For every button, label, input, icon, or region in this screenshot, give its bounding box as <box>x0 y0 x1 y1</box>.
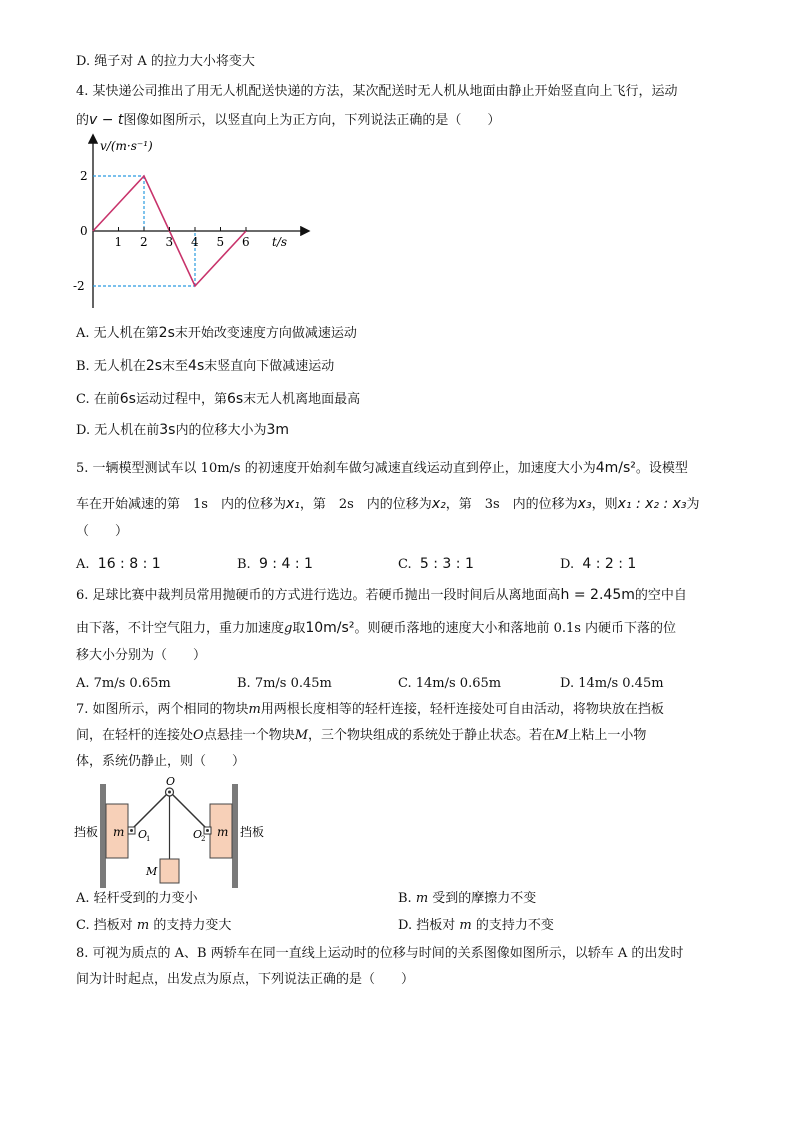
q6-option-c: C. 14m/s 0.65m <box>398 676 502 691</box>
q4-d-mid: 内的位移大小为 <box>175 423 267 438</box>
q4-c-mid: 运动过程中，第 <box>135 392 227 407</box>
q4-c-m2: 6s <box>226 391 244 407</box>
q5-paren: （ ） <box>76 524 129 539</box>
q7-M2: M <box>555 728 569 743</box>
q7-d-b: 的支持力不变 <box>475 918 554 933</box>
q4-option-d <box>76 420 289 441</box>
q3-option-d: D. 绳子对 A 的拉力大小将变大 <box>76 54 255 69</box>
q5-x3: x₃ <box>577 496 592 512</box>
q4-vt-chart <box>70 130 320 315</box>
q5-ratio: x₁ : x₂ : x₃ <box>617 496 687 512</box>
q5-s2b: ，第 2s 内的位移为 <box>299 497 432 512</box>
q8-stem-line1: 8. 可视为质点的 A、B 两轿车在同一直线上运动时的位移与时间的关系图像如图所示，以轿车 A 的出发时 <box>76 946 684 961</box>
x-tick-label-2: 2 <box>140 235 148 249</box>
q5-a-label: A. <box>76 557 90 572</box>
q4-c-post: 末无人机离地面最高 <box>243 392 361 407</box>
q6-s1-post: 的空中自 <box>634 588 687 603</box>
q7-O: O <box>193 728 204 743</box>
q4-stem-line1: 4. 某快递公司推出了用无人机配送快递的方法，某次配送时无人机从地面由静止开始竖直向上飞行，运动 <box>76 84 678 99</box>
label-O1: O <box>138 828 148 841</box>
x-tick-label-5: 5 <box>216 235 225 249</box>
q4-c-m1: 6s <box>119 391 136 407</box>
q6-s2-pre: 由下落，不计空气阻力，重力加速度 <box>76 621 285 636</box>
q5-stem-line2 <box>76 494 700 515</box>
q7-b-b: 受到的摩擦力不变 <box>432 891 537 906</box>
y-tick-label-2: 2 <box>80 169 88 183</box>
q7-b-a: B. <box>398 891 412 906</box>
q7-s1b: 用两根长度相等的轻杆连接，轻杆连接处可自由活动，将物块放在挡板 <box>260 702 664 717</box>
q5-option-d <box>560 554 636 575</box>
q7-stem-line3: 体，系统仍静止，则（ ） <box>76 754 246 769</box>
q7-option-a: A. 轻杆受到的力变小 <box>76 891 198 906</box>
q4-b-m1: 2s <box>145 358 163 374</box>
right-board-label: 挡板 <box>240 825 265 839</box>
left-rod <box>130 792 169 831</box>
q5-s2e: 为 <box>686 497 700 512</box>
q6-gravity: 10m/s² <box>305 620 355 636</box>
q5-d-label: D. <box>560 557 575 572</box>
q4-b-pre: B. 无人机在 <box>76 359 146 374</box>
q7-c-b: 的支持力变大 <box>153 918 232 933</box>
pivot-o1-dot <box>130 829 133 832</box>
q4-d-m1: 3s <box>159 422 176 438</box>
hanging-block-M <box>160 859 179 883</box>
q7-s2b: 点悬挂一个物块 <box>203 728 295 743</box>
q5-x1: x₁ <box>285 496 300 512</box>
q5-b-label: B. <box>237 557 251 572</box>
q7-c-a: C. 挡板对 <box>76 918 133 933</box>
q7-option-d <box>398 916 554 936</box>
q6-stem-line2 <box>76 618 676 639</box>
x-tick-label-3: 3 <box>165 235 174 249</box>
left-board-label: 挡板 <box>74 825 99 839</box>
left-block-label: m <box>113 825 125 839</box>
q4-d-m2: 3m <box>266 422 289 438</box>
label-M: M <box>146 865 158 878</box>
q7-s1a: 7. 如图所示，两个相同的物块 <box>76 702 249 717</box>
q7-option-b <box>398 889 536 909</box>
label-O1-sub: 1 <box>146 835 151 843</box>
q7-s2d: 上粘上一小物 <box>568 728 647 743</box>
q6-stem-line1 <box>76 585 687 606</box>
pivot-o2-dot <box>206 829 209 832</box>
q4-option-b <box>76 356 334 377</box>
q5-s2c: ，第 3s 内的位移为 <box>445 497 578 512</box>
right-rod <box>170 792 209 831</box>
y-tick-label--2: -2 <box>73 279 85 293</box>
x-tick-label-1: 1 <box>114 235 123 249</box>
x-tick-label-6: 6 <box>242 235 250 249</box>
q5-a-value: 16 : 8 : 1 <box>97 556 161 572</box>
q7-b-m: m <box>415 891 429 906</box>
q7-c-m: m <box>136 918 150 933</box>
q4-b-post: 末竖直向下做减速运动 <box>204 359 335 374</box>
q7-stem-line2 <box>76 726 646 746</box>
q5-option-a <box>76 554 161 575</box>
q8-stem-line2: 间为计时起点，出发点为原点，下列说法正确的是（ ） <box>76 972 415 987</box>
q6-s2-mid: 取 <box>292 621 306 636</box>
q4-c-pre: C. 在前 <box>76 392 120 407</box>
left-board <box>100 784 106 888</box>
q6-stem-line3: 移大小分别为（ ） <box>76 648 207 663</box>
q5-c-label: C. <box>398 557 412 572</box>
q6-option-d: D. 14m/s 0.45m <box>560 676 664 691</box>
q7-d-m: m <box>459 918 472 933</box>
q6-g: g <box>284 621 293 636</box>
q4-vt-math: v − t <box>89 112 124 128</box>
q4-stem2-post: 图像如图所示，以竖直向上为正方向，下列说法正确的是（ ） <box>123 113 501 128</box>
pivot-o-dot <box>168 791 171 794</box>
q7-d-a: D. 挡板对 <box>398 918 456 933</box>
q6-option-b: B. 7m/s 0.45m <box>237 676 332 691</box>
q7-stem-line1 <box>76 700 664 720</box>
q7-figure <box>72 776 272 888</box>
q4-d-pre: D. 无人机在前 <box>76 423 160 438</box>
q4-a-m1: 2s <box>158 325 175 341</box>
right-block-label: m <box>217 825 229 839</box>
q6-s2-post: 。则硬币落地的速度大小和落地前 0.1s 内硬币下落的位 <box>354 621 677 636</box>
label-O2-sub: 2 <box>201 835 206 843</box>
q4-stem2-pre: 的 <box>76 113 90 128</box>
q6-s1-pre: 6. 足球比赛中裁判员常用抛硬币的方式进行选边。若硬币抛出一段时间后从离地面高 <box>76 588 561 603</box>
q5-s2a: 车在开始减速的第 1s 内的位移为 <box>76 497 286 512</box>
chart-y-label: v/(m·s⁻¹) <box>100 139 153 153</box>
y-tick-label-0: 0 <box>80 224 88 238</box>
q7-option-c <box>76 916 231 936</box>
q5-d-value: 4 : 2 : 1 <box>582 556 637 572</box>
q4-b-mid: 末至 <box>162 359 189 374</box>
q6-height: h = 2.45m <box>560 587 635 603</box>
q5-c-value: 5 : 3 : 1 <box>419 556 474 572</box>
q5-accel: 4m/s² <box>595 460 636 476</box>
chart-x-label: t/s <box>272 235 288 249</box>
right-board <box>232 784 238 888</box>
q4-a-pre: A. 无人机在第 <box>76 326 159 341</box>
q7-M: M <box>294 728 309 743</box>
q5-stem-line1 <box>76 458 688 479</box>
q7-m: m <box>248 702 261 717</box>
q6-option-a: A. 7m/s 0.65m <box>76 676 171 691</box>
x-tick-label-4: 4 <box>191 235 199 249</box>
q7-s2a: 间，在轻杆的连接处 <box>76 728 194 743</box>
label-O: O <box>166 776 176 788</box>
q5-stem1-post: 。设模型 <box>635 461 688 476</box>
q4-option-c <box>76 389 360 410</box>
label-O2: O <box>193 828 203 841</box>
q5-option-c <box>398 554 474 575</box>
q4-a-post: 末开始改变速度方向做减速运动 <box>174 326 357 341</box>
q4-b-m2: 4s <box>188 358 205 374</box>
q5-s2d: ，则 <box>591 497 618 512</box>
q5-stem1-pre: 5. 一辆模型测试车以 10m/s 的初速度开始刹车做匀减速直线运动直到停止，加速度大小为 <box>76 461 596 476</box>
q5-option-b <box>237 554 313 575</box>
q5-x2: x₂ <box>431 496 446 512</box>
q7-s2c: ，三个物块组成的系统处于静止状态。若在 <box>308 728 556 743</box>
q4-option-a <box>76 323 357 344</box>
q4-stem-line2 <box>76 110 500 131</box>
q5-b-value: 9 : 4 : 1 <box>258 556 313 572</box>
